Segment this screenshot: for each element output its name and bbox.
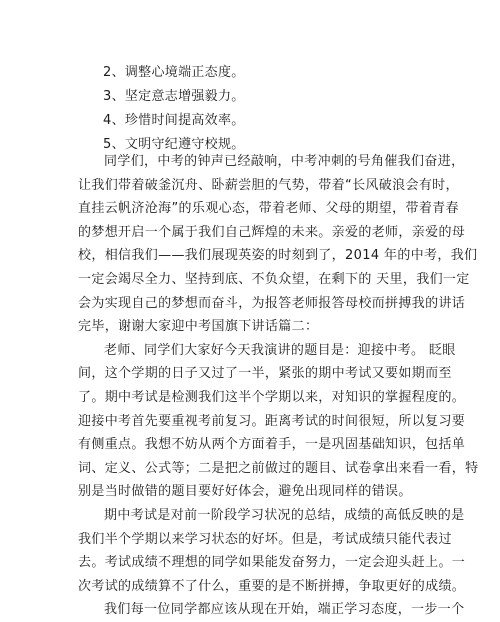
text-line: 让我们带着破釜沉舟、卧薪尝胆的气势，带着“长风破浪会有时， bbox=[78, 177, 459, 193]
text-line: 迎接中考首先要重视考前复习。距离考试的时间很短，所以复习要 bbox=[78, 413, 466, 429]
text-line: 会为实现自己的梦想而奋斗，为报答老师报答母校而拼搏我的讲话 bbox=[78, 295, 466, 311]
text-line: 去。考试成绩不理想的同学如果能发奋努力，一定会迎头赶上。一 bbox=[78, 555, 466, 571]
text-line: 了。期中考试是检测我们这半个学期以来，对知识的掌握程度的。 bbox=[78, 389, 466, 405]
text-line: 直挂云帆济沧海”的乐观心态，带着老师、父母的期望，带着青春 bbox=[78, 201, 459, 217]
text-line: 校，相信我们——我们展现英姿的时刻到了，2014 年的中考，我们 bbox=[78, 248, 478, 264]
text-line: 老师、同学们大家好今天我演讲的题目是：迎接中考。 眨眼 bbox=[104, 342, 456, 358]
text-line: 次考试的成绩算不了什么，重要的是不断拼搏，争取更好的成绩。 bbox=[78, 578, 466, 594]
text-line: 期中考试是对前一阶段学习状况的总结，成绩的高低反映的是 bbox=[104, 507, 465, 523]
list-item: 3、坚定意志增强毅力。 bbox=[103, 89, 245, 104]
text-line: 间，这个学期的日子又过了一半，紧张的期中考试又要如期而至 bbox=[78, 366, 452, 382]
text-line: 的梦想开启一个属于我们自己辉煌的未来。亲爱的老师，亲爱的母 bbox=[78, 224, 466, 240]
speech-body-text bbox=[78, 150, 479, 622]
text-line: 别是当时做错的题目要好好体会，避免出现同样的错误。 bbox=[78, 484, 412, 500]
text-line: 完毕，谢谢大家迎中考国旗下讲话篇二： bbox=[78, 319, 319, 335]
text-line: 词、定义、公式等；二是把之前做过的题目、试卷拿出来看一看，特 bbox=[78, 460, 479, 476]
text-line: 同学们，中考的钟声已经敲响，中考冲刺的号角催我们奋进， bbox=[104, 154, 465, 169]
text-line: 有侧重点。我想不妨从两个方面着手，一是巩固基础知识，包括单 bbox=[78, 437, 466, 453]
numbered-list bbox=[103, 61, 245, 157]
text-line: 我们每一位同学都应该从现在开始，端正学习态度，一步一个 bbox=[104, 602, 465, 618]
text-line: 我们半个学期以来学习状态的好坏。但是，考试成绩只能代表过 bbox=[78, 531, 452, 547]
text-line: 一定会竭尽全力、坚持到底、不负众望，在剩下的 天里，我们一定 bbox=[78, 271, 470, 287]
list-item: 2、调整心境端正态度。 bbox=[103, 65, 245, 80]
list-item: 4、珍惜时间提高效率。 bbox=[103, 113, 245, 128]
list-item: 5、文明守纪遵守校规。 bbox=[103, 137, 245, 152]
